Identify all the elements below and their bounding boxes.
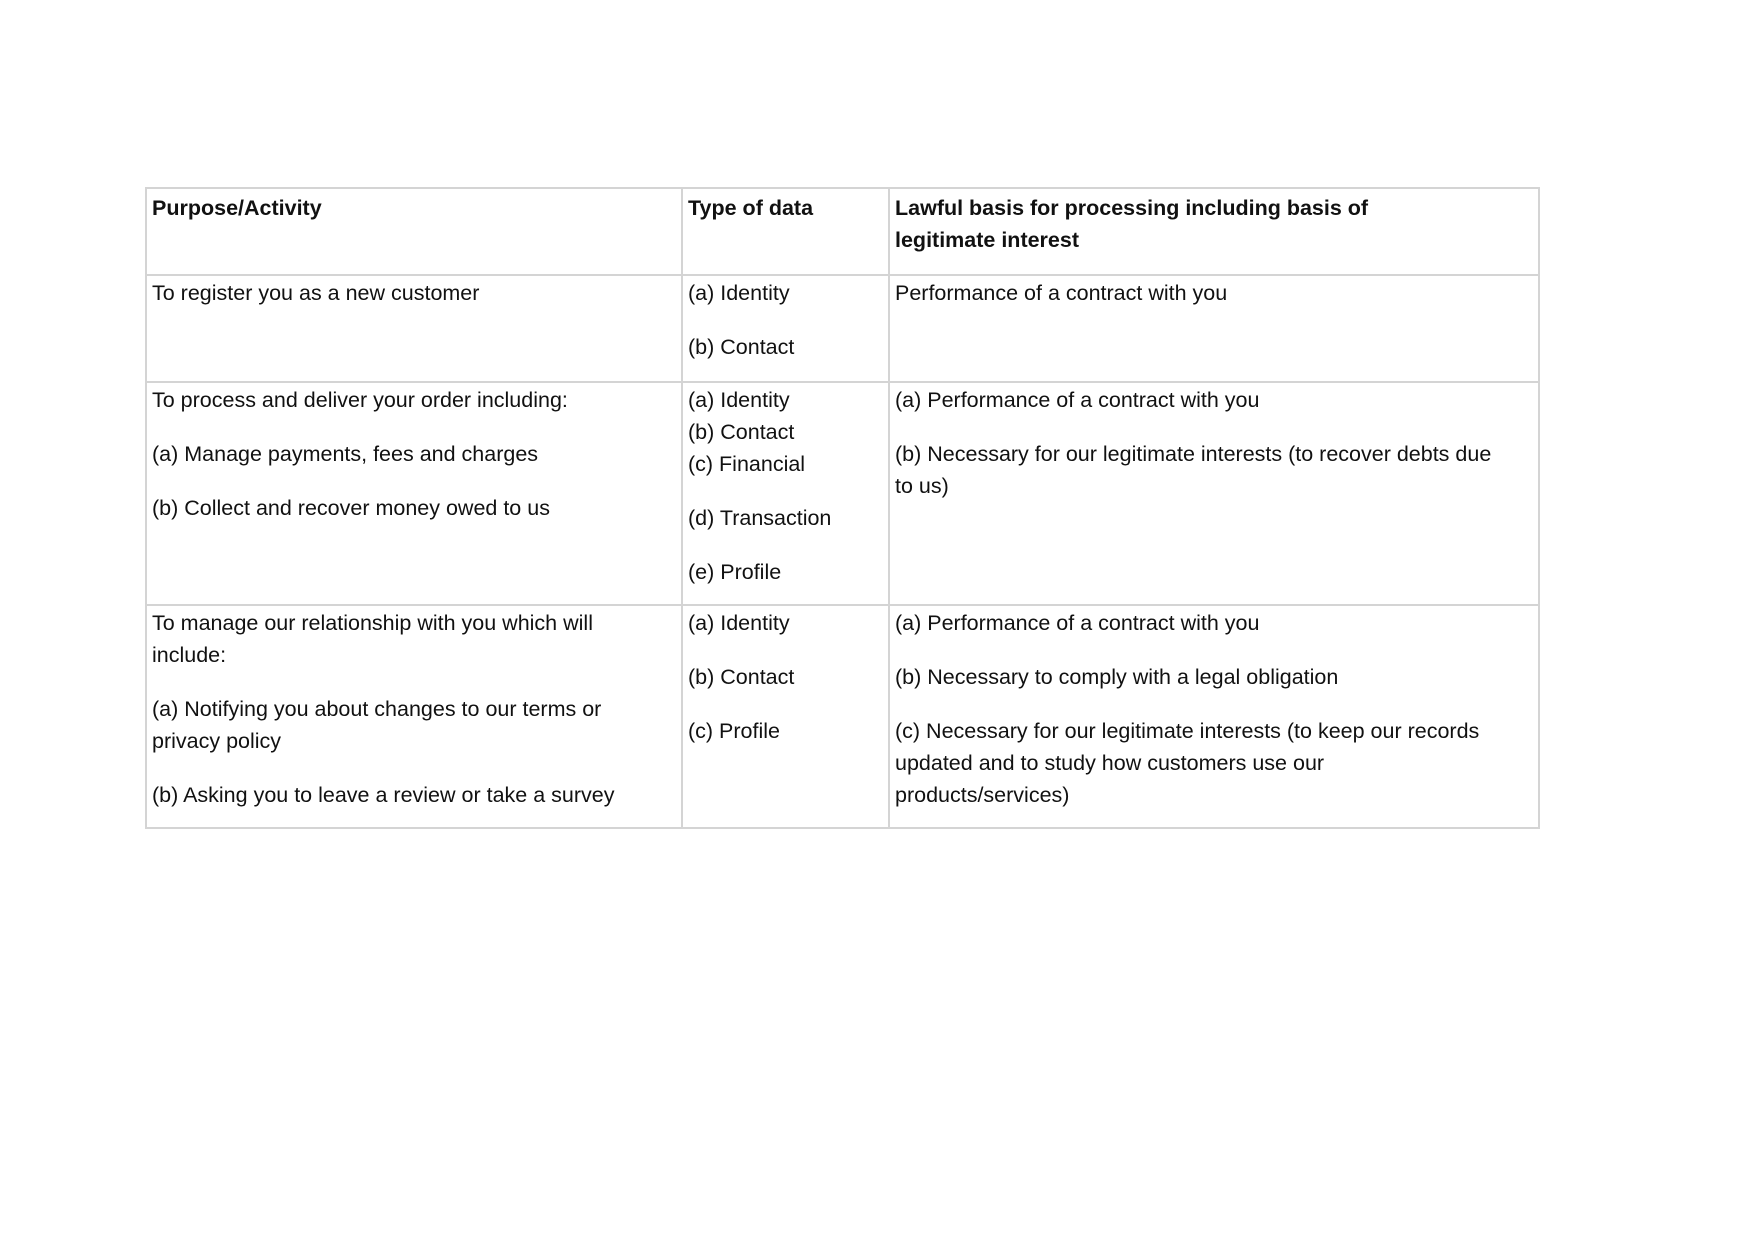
- text-line: (b) Contact: [688, 335, 795, 359]
- text-line: To process and deliver your order including:: [152, 388, 568, 412]
- cell-lawful-basis: [889, 275, 1539, 382]
- text-line: privacy policy: [152, 729, 282, 753]
- text-line: (c) Necessary for our legitimate interests (to keep our records: [895, 719, 1480, 743]
- paragraph: [688, 556, 884, 588]
- paragraph: [152, 384, 677, 416]
- cell-purpose: [146, 275, 682, 382]
- text-line: (b) Collect and recover money owed to us: [152, 496, 550, 520]
- paragraph: [688, 384, 884, 480]
- paragraph: [895, 277, 1534, 309]
- paragraph: [152, 693, 677, 757]
- paragraph: [688, 331, 884, 363]
- header-line: legitimate interest: [895, 228, 1079, 252]
- cell-lawful-basis: [889, 382, 1539, 605]
- paragraph: [895, 384, 1534, 416]
- paragraph: [688, 502, 884, 534]
- text-line: (e) Profile: [688, 560, 782, 584]
- text-line: (b) Contact: [688, 420, 795, 444]
- paragraph: [152, 438, 677, 470]
- text-line: (a) Identity: [688, 388, 790, 412]
- text-line: products/services): [895, 783, 1070, 807]
- table-row: [146, 605, 1539, 828]
- paragraph: [895, 607, 1534, 639]
- header-lawful-basis: [889, 188, 1539, 275]
- cell-lawful-basis: [889, 605, 1539, 828]
- paragraph: [688, 277, 884, 309]
- text-line: include:: [152, 643, 227, 667]
- text-line: (b) Necessary to comply with a legal obligation: [895, 665, 1339, 689]
- paragraph: [152, 277, 677, 309]
- paragraph: [688, 607, 884, 639]
- text-line: To manage our relationship with you which will: [152, 611, 593, 635]
- paragraph: [895, 438, 1534, 502]
- cell-data-types: [682, 382, 889, 605]
- table-row: [146, 382, 1539, 605]
- text-line: (c) Profile: [688, 719, 780, 743]
- text-line: Performance of a contract with you: [895, 281, 1228, 305]
- cell-data-types: [682, 275, 889, 382]
- paragraph: [152, 607, 677, 671]
- processing-purposes-table: [145, 187, 1540, 829]
- cell-purpose: [146, 382, 682, 605]
- paragraph: [688, 661, 884, 693]
- text-line: to us): [895, 474, 949, 498]
- text-line: (b) Asking you to leave a review or take a survey: [152, 783, 615, 807]
- text-line: (a) Notifying you about changes to our terms or: [152, 697, 602, 721]
- paragraph: [152, 779, 677, 811]
- text-line: (b) Contact: [688, 665, 795, 689]
- header-line: Purpose/Activity: [152, 196, 322, 220]
- text-line: updated and to study how customers use our: [895, 751, 1325, 775]
- header-line: Lawful basis for processing including basis of: [895, 196, 1369, 220]
- text-line: To register you as a new customer: [152, 281, 480, 305]
- table-header-row: [146, 188, 1539, 275]
- text-line: (d) Transaction: [688, 506, 832, 530]
- header-line: Type of data: [688, 196, 814, 220]
- paragraph: [895, 661, 1534, 693]
- paragraph: [688, 715, 884, 747]
- text-line: (a) Identity: [688, 611, 790, 635]
- text-line: (a) Performance of a contract with you: [895, 611, 1260, 635]
- table-row: [146, 275, 1539, 382]
- text-line: (c) Financial: [688, 452, 806, 476]
- paragraph: [152, 492, 677, 524]
- text-line: (a) Manage payments, fees and charges: [152, 442, 539, 466]
- header-type-of-data: [682, 188, 889, 275]
- paragraph: [895, 715, 1534, 811]
- text-line: (b) Necessary for our legitimate interests (to recover debts due: [895, 442, 1492, 466]
- cell-data-types: [682, 605, 889, 828]
- cell-purpose: [146, 605, 682, 828]
- text-line: (a) Performance of a contract with you: [895, 388, 1260, 412]
- header-purpose-activity: [146, 188, 682, 275]
- text-line: (a) Identity: [688, 281, 790, 305]
